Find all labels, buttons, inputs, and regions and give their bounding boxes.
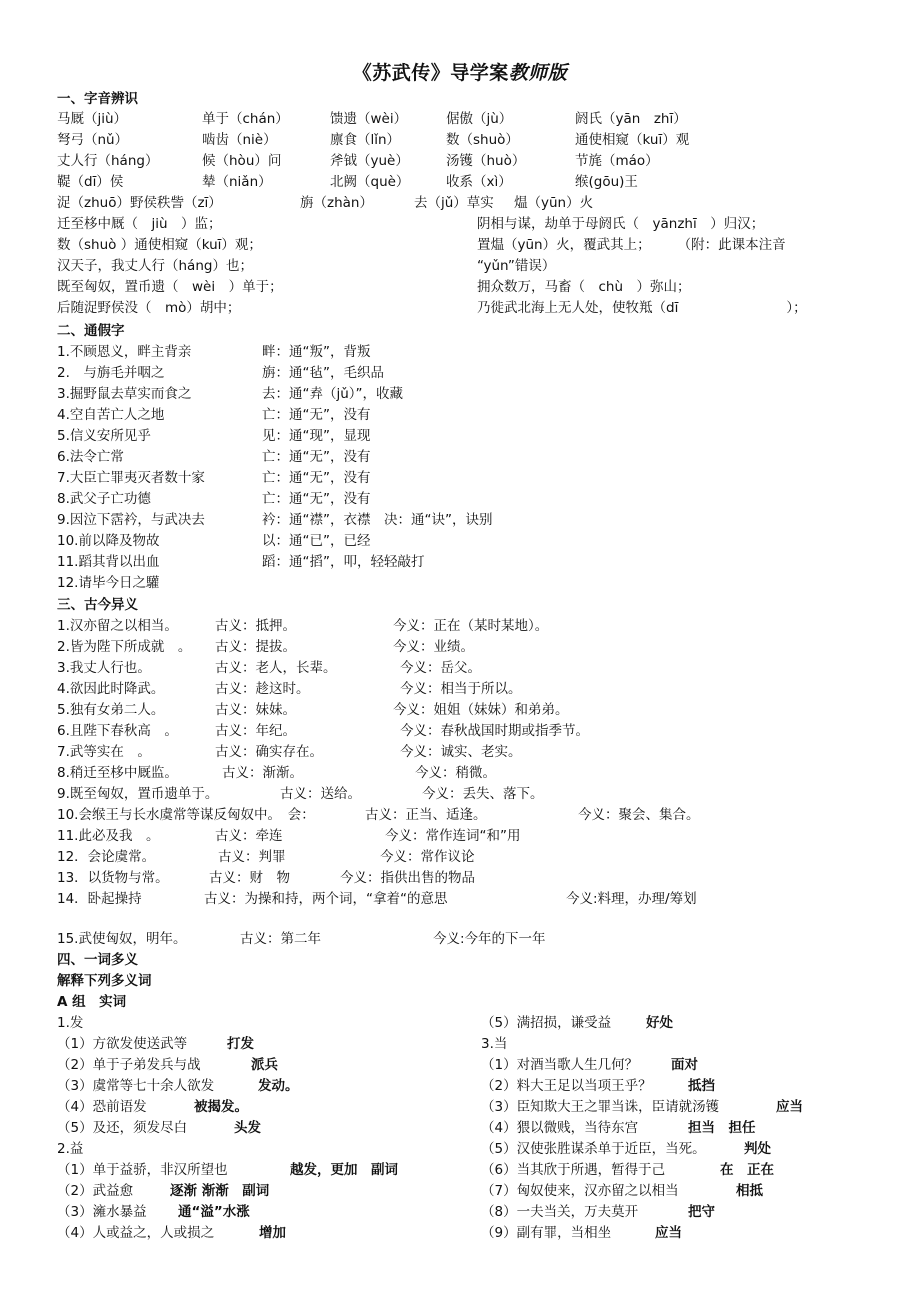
gujin-ancient: 古义：渐渐。 [222, 765, 303, 781]
gujin-sentence: 1.汉亦留之以相当。 [57, 618, 178, 634]
tongjia-explain: 亡：通“无”，没有 [262, 407, 371, 423]
pinyin-item: 通使相窥（kuī）观 [575, 132, 690, 148]
duoyi-sentence: （3）臣知欺大王之罪当诛，臣请就汤镬 [481, 1099, 720, 1115]
section-heading-gujin: 三、古今异义 [57, 597, 138, 613]
pinyin-item: 收系（xì） [446, 174, 512, 190]
gujin-ancient: 古义：财 物 [209, 870, 290, 886]
duoyi-sentence: （4）人或益之，人或损之 [57, 1225, 215, 1241]
gujin-sentence: 15.武使匈奴，明年。 [57, 931, 187, 947]
duoyi-answer: 通“溢”水涨 [178, 1204, 250, 1220]
pinyin-sentence: 既至匈奴，置币遗（ wèi ）单于； [57, 279, 283, 295]
gujin-ancient: 古义：正当、适逢。 [365, 807, 487, 823]
duoyi-group: A 组 实词 [57, 994, 127, 1010]
gujin-sentence: 11.此必及我 。 [57, 828, 160, 844]
tongjia-explain: 亡：通“无”，没有 [262, 491, 371, 507]
gujin-ancient: 古义：牵连 [215, 828, 283, 844]
gujin-modern: 今义：业绩。 [393, 639, 474, 655]
duoyi-sentence: （4）猥以微贱，当待东宫 [481, 1120, 639, 1136]
gujin-ancient: 古义：为操和持，两个词，“拿着“的意思 [204, 891, 448, 907]
tongjia-sentence: 2. 与旃毛并咽之 [57, 365, 165, 381]
gujin-sentence: 2.皆为陛下所成就 。 [57, 639, 192, 655]
pinyin-item: 节旄（máo） [575, 153, 659, 169]
duoyi-answer: 相抵 [736, 1183, 763, 1199]
pinyin-item: 马厩（jiù） [57, 111, 128, 127]
gujin-sentence: 14．卧起操持 [57, 891, 142, 907]
duoyi-sentence: （9）副有罪，当相坐 [481, 1225, 612, 1241]
gujin-sentence: 10.会缑王与长水虞常等谋反匈奴中。 会： [57, 807, 315, 823]
gujin-modern: 今义:料理，办理/筹划 [566, 891, 697, 907]
gujin-ancient: 古义：抵押。 [215, 618, 296, 634]
tongjia-explain: 旃：通“毡”，毛织品 [262, 365, 384, 381]
pinyin-item: 浞（zhuō）野侯秩訾（zī） [57, 195, 222, 211]
duoyi-sentence: 1.发 [57, 1015, 84, 1031]
pinyin-item: 去（jǔ）草实 [414, 195, 494, 211]
pinyin-item: 煴（yūn）火 [514, 195, 594, 211]
duoyi-sentence: （1）单于益骄，非汉所望也 [57, 1162, 228, 1178]
duoyi-sentence: 3.当 [481, 1036, 508, 1052]
duoyi-answer: 把守 [688, 1204, 715, 1220]
gujin-modern: 今义：常作连词“和”用 [385, 828, 521, 844]
gujin-sentence: 13．以货物与常。 [57, 870, 169, 886]
duoyi-sentence: （6）当其欣于所遇，暂得于己 [481, 1162, 666, 1178]
gujin-modern: 今义:今年的下一年 [433, 931, 546, 947]
section-heading-pinyin: 一、字音辨识 [57, 91, 138, 107]
pinyin-item: 缑(gōu)王 [575, 174, 638, 190]
gujin-ancient: 古义：第二年 [240, 931, 321, 947]
tongjia-explain: 亡：通“无”，没有 [262, 449, 371, 465]
gujin-ancient: 古义：年纪。 [215, 723, 296, 739]
pinyin-item: 旃（zhàn） [300, 195, 373, 211]
duoyi-answer: 应当 [655, 1225, 682, 1241]
duoyi-sentence: （1）方欲发使送武等 [57, 1036, 188, 1052]
duoyi-sentence: （5）满招损，谦受益 [481, 1015, 612, 1031]
duoyi-sentence: （3）澭水暴益 [57, 1204, 147, 1220]
gujin-ancient: 古义：趁这时。 [215, 681, 310, 697]
duoyi-answer: 打发 [227, 1036, 254, 1052]
pinyin-sentence: 乃徙武北海上无人处，使牧羝（dī ）； [477, 300, 807, 316]
duoyi-sentence: （2）武益愈 [57, 1183, 134, 1199]
tongjia-sentence: 11.蹈其背以出血 [57, 554, 160, 570]
section-heading-tongjia: 二、通假字 [57, 323, 125, 339]
duoyi-sentence: （2）料大王足以当项王乎？ [481, 1078, 652, 1094]
pinyin-sentence: 汉天子，我丈人行（háng）也； [57, 258, 253, 274]
duoyi-answer: 越发，更加 副词 [290, 1162, 398, 1178]
tongjia-sentence: 5.信义安所见乎 [57, 428, 151, 444]
duoyi-answer: 头发 [234, 1120, 261, 1136]
title-main: 《苏武传》导学案 [352, 62, 509, 84]
pinyin-sentence: “yǔn”错误） [477, 258, 556, 274]
pinyin-item: 汤镬（huò） [446, 153, 526, 169]
gujin-modern: 今义：稍微。 [415, 765, 496, 781]
duoyi-answer: 面对 [671, 1057, 698, 1073]
tongjia-explain: 畔：通“叛”，背叛 [262, 344, 371, 360]
gujin-modern: 今义：岳父。 [400, 660, 481, 676]
pinyin-sentence: 数（shuò ）通使相窥（kuī）观； [57, 237, 262, 253]
pinyin-item: 倨傲（jù） [446, 111, 513, 127]
gujin-modern: 今义：丢失、落下。 [422, 786, 544, 802]
tongjia-explain: 亡：通“无”，没有 [262, 470, 371, 486]
gujin-ancient: 古义：老人，长辈。 [215, 660, 337, 676]
tongjia-explain: 以：通“已”，已经 [262, 533, 371, 549]
duoyi-sentence: （5）及还，须发尽白 [57, 1120, 188, 1136]
tongjia-sentence: 6.法令亡常 [57, 449, 124, 465]
page-title [0, 58, 920, 85]
pinyin-item: 候（hòu）问 [202, 153, 282, 169]
pinyin-item: 弩弓（nǔ） [57, 132, 129, 148]
title-version: 教师版 [508, 62, 568, 84]
gujin-modern: 今义：相当于所以。 [400, 681, 522, 697]
duoyi-sentence: （2）单于子弟发兵与战 [57, 1057, 201, 1073]
pinyin-item: 北阙（què） [330, 174, 410, 190]
pinyin-item: 单于（chán） [202, 111, 289, 127]
section-heading-duoyi: 四、一词多义 [57, 952, 138, 968]
gujin-modern: 今义：常作议论 [380, 849, 475, 865]
tongjia-sentence: 3.掘野鼠去草实而食之 [57, 386, 192, 402]
gujin-modern: 今义：指供出售的物品 [340, 870, 475, 886]
gujin-sentence: 8.稍迁至栘中厩监。 [57, 765, 178, 781]
gujin-sentence: 12．会论虞常。 [57, 849, 156, 865]
gujin-sentence: 3.我丈人行也。 [57, 660, 151, 676]
tongjia-sentence: 9.因泣下霑衿，与武决去 [57, 512, 205, 528]
gujin-ancient: 古义：妹妹。 [215, 702, 296, 718]
tongjia-sentence: 7.大臣亡罪夷灭者数十家 [57, 470, 205, 486]
pinyin-item: 辇（niǎn） [202, 174, 272, 190]
tongjia-sentence: 8.武父子亡功德 [57, 491, 151, 507]
gujin-sentence: 7.武等实在 。 [57, 744, 151, 760]
tongjia-explain: 去：通“弆（jǔ）”，收藏 [262, 386, 404, 402]
duoyi-answer: 增加 [259, 1225, 286, 1241]
gujin-ancient: 古义：提拔。 [215, 639, 296, 655]
gujin-sentence: 4.欲因此时降武。 [57, 681, 165, 697]
pinyin-item: 廪食（lǐn） [330, 132, 401, 148]
duoyi-answer: 派兵 [251, 1057, 278, 1073]
duoyi-sentence: （7）匈奴使来，汉亦留之以相当 [481, 1183, 679, 1199]
pinyin-sentence: 阴相与谋，劫单于母阏氏（ yānzhī ）归汉； [477, 216, 765, 232]
duoyi-answer: 在 正在 [720, 1162, 774, 1178]
pinyin-item: 啮齿（niè） [202, 132, 277, 148]
tongjia-explain: 见：通“现”，显现 [262, 428, 371, 444]
duoyi-sentence: 2.益 [57, 1141, 84, 1157]
duoyi-answer: 抵挡 [688, 1078, 715, 1094]
pinyin-item: 斧钺（yuè） [330, 153, 409, 169]
duoyi-subheading: 解释下列多义词 [57, 973, 152, 989]
gujin-sentence: 9.既至匈奴，置币遗单于。 [57, 786, 219, 802]
duoyi-answer: 应当 [776, 1099, 803, 1115]
pinyin-sentence: 拥众数万，马畜（ chù ）弥山； [477, 279, 691, 295]
gujin-modern: 今义：姐姐（妹妹）和弟弟。 [393, 702, 569, 718]
duoyi-answer: 被揭发。 [194, 1099, 248, 1115]
duoyi-answer: 逐渐 渐渐 副词 [170, 1183, 270, 1199]
pinyin-item: 馈遗（wèi） [330, 111, 408, 127]
duoyi-sentence: （1）对酒当歌人生几何？ [481, 1057, 639, 1073]
duoyi-sentence: （3）虞常等七十余人欲发 [57, 1078, 215, 1094]
pinyin-sentence: 迁至栘中厩（ jiù ）监； [57, 216, 222, 232]
gujin-modern: 今义：聚会、集合。 [578, 807, 700, 823]
duoyi-answer: 担当 担任 [688, 1120, 756, 1136]
gujin-modern: 今义：诚实、老实。 [400, 744, 522, 760]
duoyi-sentence: （4）恐前语发 [57, 1099, 147, 1115]
tongjia-sentence: 10.前以降及物故 [57, 533, 160, 549]
duoyi-answer: 好处 [646, 1015, 673, 1031]
pinyin-item: 丈人行（háng） [57, 153, 159, 169]
pinyin-item: 鞮（dī）侯 [57, 174, 124, 190]
gujin-modern: 今义：春秋战国时期或指季节。 [400, 723, 589, 739]
gujin-ancient: 古义：判罪 [218, 849, 286, 865]
duoyi-answer: 判处 [744, 1141, 771, 1157]
gujin-ancient: 古义：送给。 [280, 786, 361, 802]
gujin-sentence: 6.且陛下春秋高 。 [57, 723, 178, 739]
pinyin-sentence: 后随浞野侯没（ mò）胡中； [57, 300, 241, 316]
duoyi-sentence: （5）汉使张胜谋杀单于近臣，当死。 [481, 1141, 706, 1157]
gujin-ancient: 古义：确实存在。 [215, 744, 323, 760]
pinyin-sentence: 置煴（yūn）火，覆武其上； （附：此课本注音 [477, 237, 786, 253]
duoyi-answer: 发动。 [258, 1078, 299, 1094]
tongjia-explain: 蹈：通“搯”，叩，轻轻敲打 [262, 554, 425, 570]
pinyin-item: 阏氏（yān zhī） [575, 111, 687, 127]
tongjia-explain: 衿：通“襟”，衣襟 决：通“诀”，诀别 [262, 512, 493, 528]
gujin-sentence: 5.独有女弟二人。 [57, 702, 165, 718]
pinyin-item: 数（shuò） [446, 132, 519, 148]
tongjia-sentence: 1.不顾恩义，畔主背亲 [57, 344, 192, 360]
duoyi-sentence: （8）一夫当关，万夫莫开 [481, 1204, 639, 1220]
gujin-modern: 今义：正在（某时某地）。 [393, 618, 549, 634]
tongjia-sentence: 12.请毕今日之驩 [57, 575, 160, 591]
tongjia-sentence: 4.空自苦亡人之地 [57, 407, 165, 423]
